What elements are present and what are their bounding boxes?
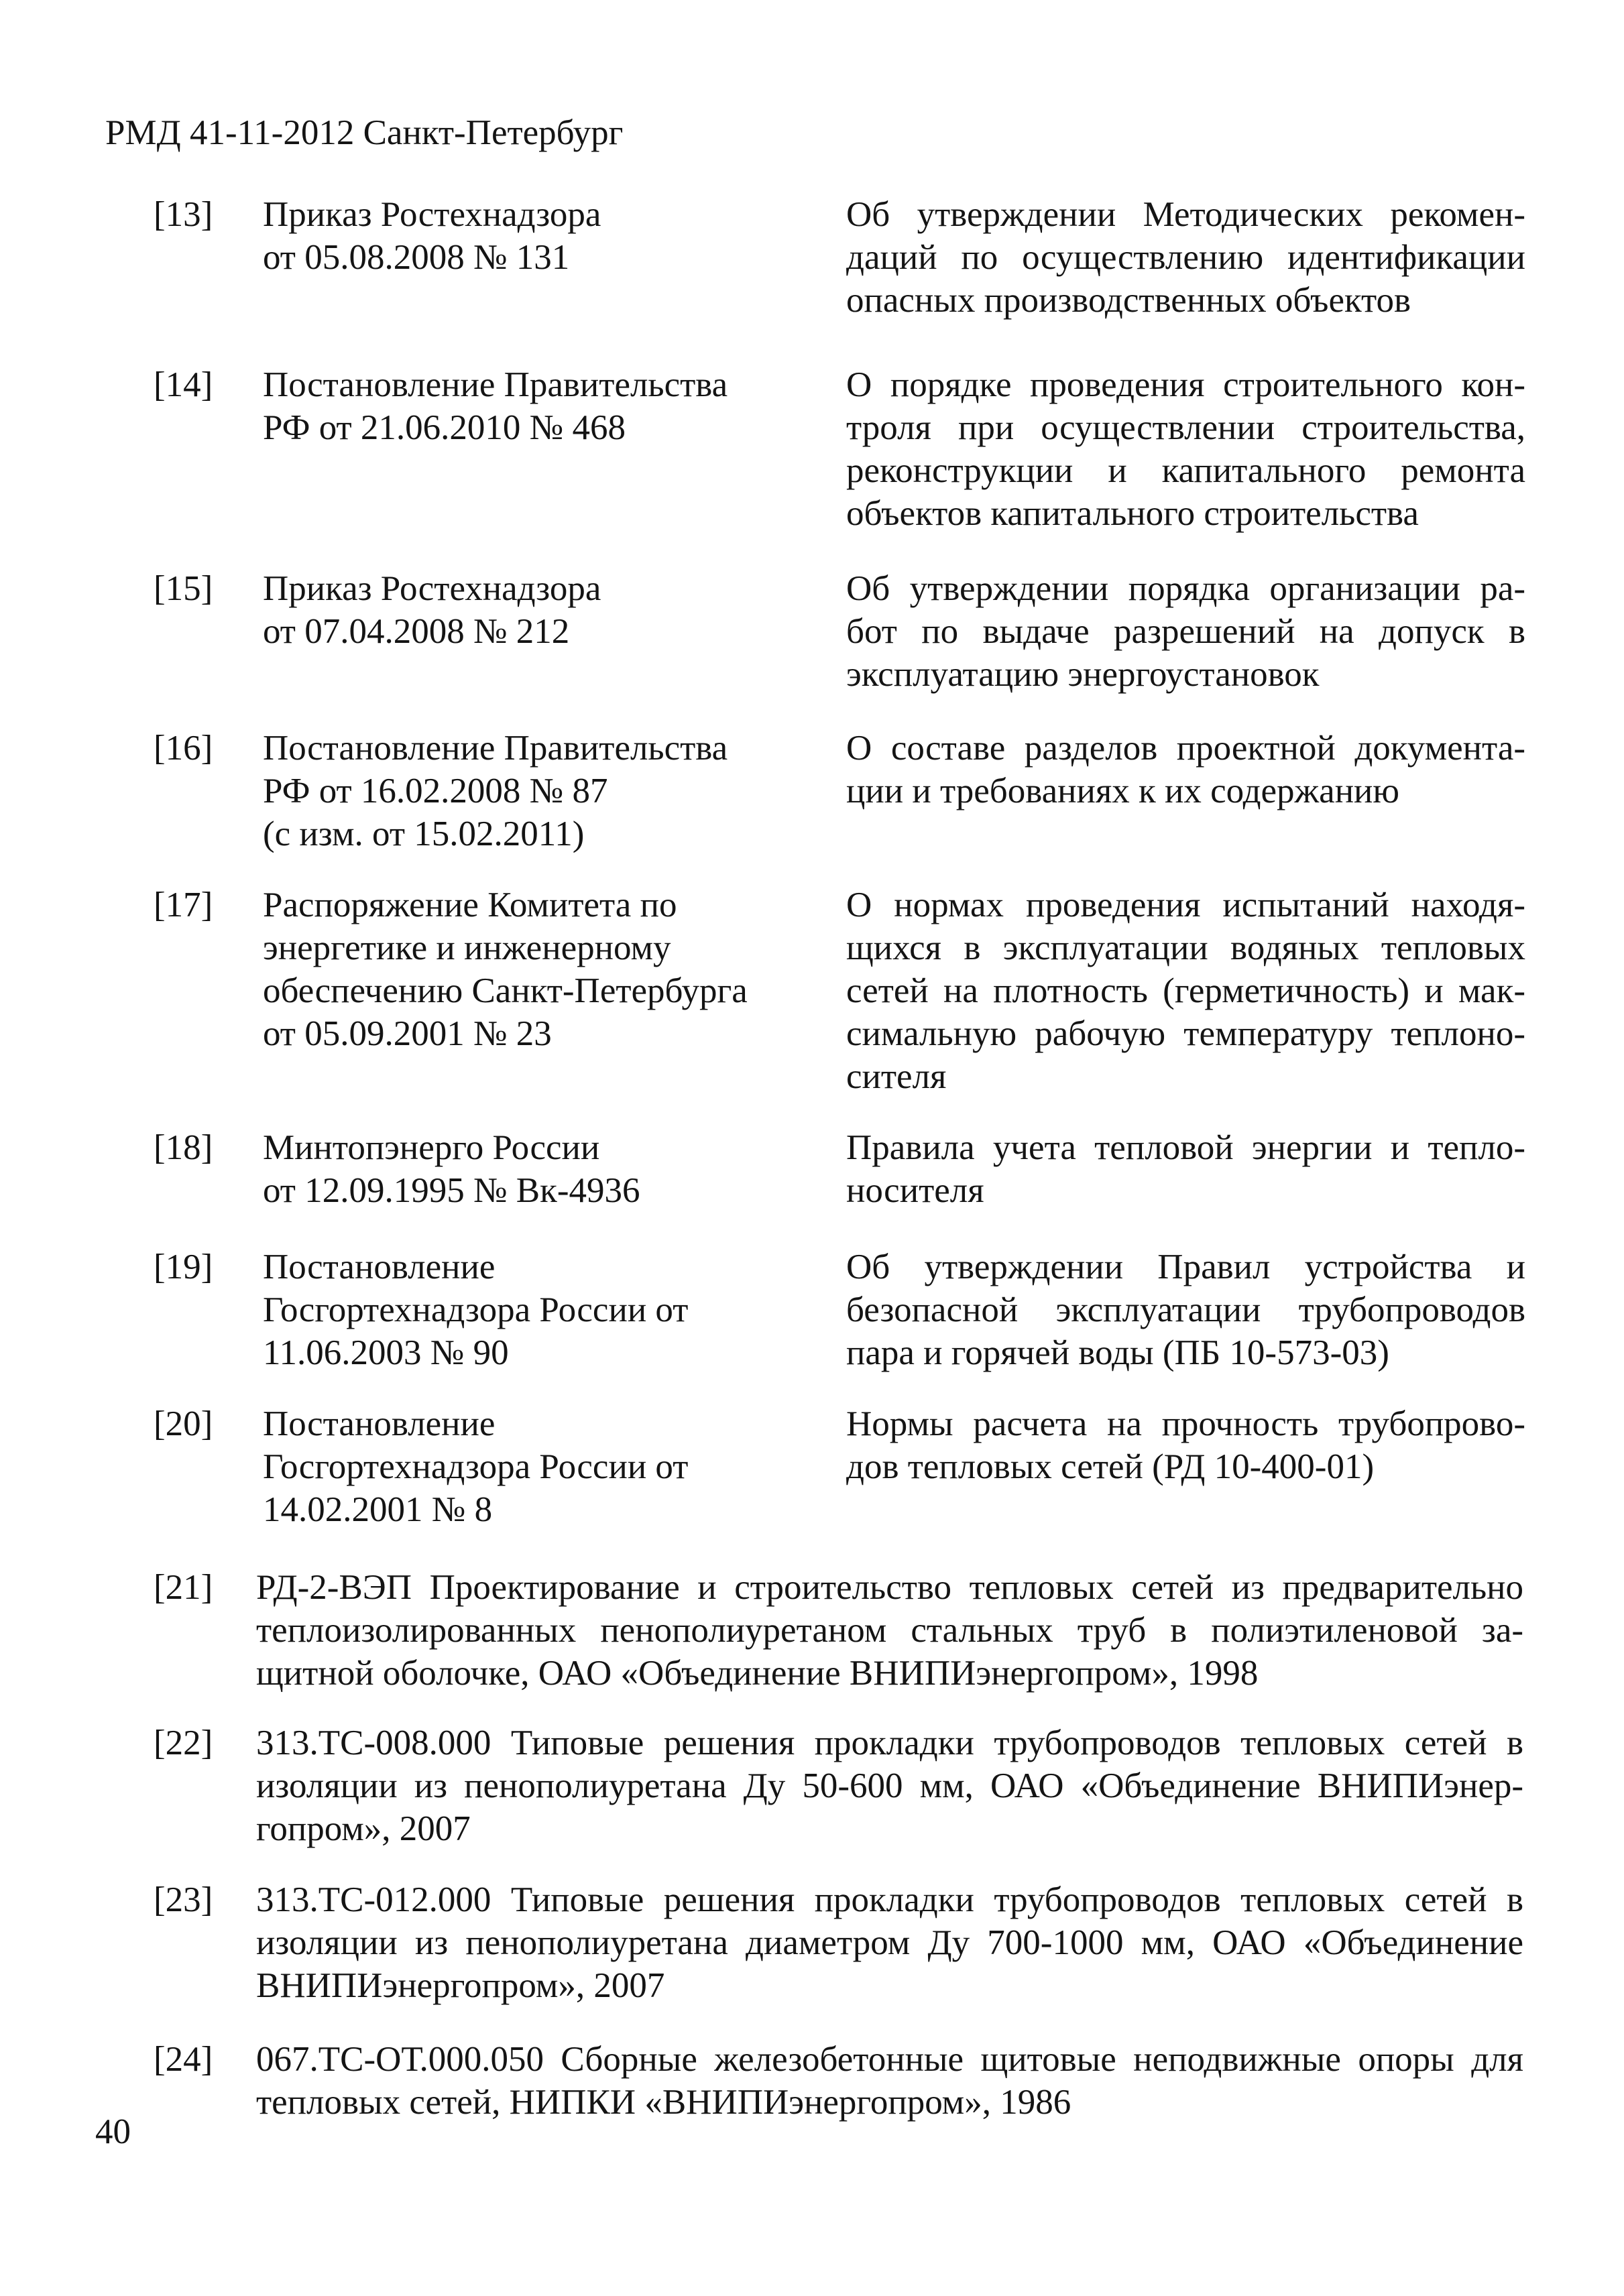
reference-number: [23] <box>154 1880 213 1919</box>
reference-number: [20] <box>154 1404 213 1443</box>
reference-text: 313.ТС-008.000 Типовые решения прокладки трубопроводов тепловых сетей в изоляции из пенополиуретана Ду 50-600 мм, ОАО «Объединение ВНИПИэнер- гопром», 2007 <box>256 1724 1523 1848</box>
reference-number: [21] <box>154 1568 213 1607</box>
reference-description: Нормы расчета на прочность трубопрово- дов тепловых сетей (РД 10-400-01) <box>846 1404 1525 1486</box>
page-number: 40 <box>95 2112 131 2151</box>
reference-number: [22] <box>154 1724 213 1762</box>
reference-number: [24] <box>154 2040 213 2079</box>
reference-text: 313.ТС-012.000 Типовые решения прокладки трубопроводов тепловых сетей в изоляции из пенополиуретана диаметром Ду 700-1000 мм, ОАО «Объединение ВНИПИэнергопром», 2007 <box>256 1880 1523 2005</box>
reference-description: О нормах проведения испытаний находя- щихся в эксплуатации водяных тепловых сетей на плотность (герметичность) и мак- симальную рабочую температуру теплоно- сителя <box>846 886 1525 1096</box>
reference-text: 067.ТС-ОТ.000.050 Сборные железобетонные щитовые неподвижные опоры для тепловых сетей, НИПКИ «ВНИПИэнергопром», 1986 <box>256 2040 1523 2122</box>
reference-number: [15] <box>154 569 213 608</box>
reference-number: [19] <box>154 1248 213 1286</box>
reference-source: Распоряжение Комитета по энергетике и инженерному обеспечению Санкт-Петербурга от 05.09.2001 № 23 <box>263 886 748 1053</box>
reference-number: [17] <box>154 886 213 924</box>
reference-number: [14] <box>154 365 213 404</box>
reference-description: Об утверждении Правил устройства и безопасной эксплуатации трубопроводов пара и горячей воды (ПБ 10-573-03) <box>846 1248 1525 1372</box>
reference-source: Постановление Госгортехнадзора России от 11.06.2003 № 90 <box>263 1248 689 1372</box>
reference-text: РД-2-ВЭП Проектирование и строительство тепловых сетей из предварительно теплоизолированных пенополиуретаном стальных труб в полиэтиленовой за- щитной оболочке, ОАО «Объединение ВНИПИэнергопром», 1998 <box>256 1568 1523 1693</box>
reference-number: [16] <box>154 729 213 768</box>
reference-description: О составе разделов проектной документа- ции и требованиях к их содержанию <box>846 729 1525 810</box>
document-header: РМД 41-11-2012 Санкт-Петербург <box>105 113 624 152</box>
reference-source: Постановление Правительства РФ от 16.02.2008 № 87 (с изм. от 15.02.2011) <box>263 729 728 853</box>
reference-description: Об утверждении Методических рекомен- даций по осуществлению идентификации опасных производственных объектов <box>846 195 1525 320</box>
reference-source: Приказ Ростехнадзора от 05.08.2008 № 131 <box>263 195 601 277</box>
reference-number: [18] <box>154 1128 213 1167</box>
reference-description: О порядке проведения строительного кон- троля при осуществлении строительства, реконструкции и капитального ремонта объектов капитального строительства <box>846 365 1525 533</box>
reference-source: Постановление Правительства РФ от 21.06.2010 № 468 <box>263 365 728 447</box>
reference-number: [13] <box>154 195 213 234</box>
reference-source: Минтопэнерго России от 12.09.1995 № Вк-4936 <box>263 1128 640 1210</box>
reference-description: Об утверждении порядка организации ра- бот по выдаче разрешений на допуск в эксплуатацию энергоустановок <box>846 569 1525 694</box>
reference-source: Постановление Госгортехнадзора России от 14.02.2001 № 8 <box>263 1404 689 1529</box>
reference-description: Правила учета тепловой энергии и тепло- носителя <box>846 1128 1525 1210</box>
reference-source: Приказ Ростехнадзора от 07.04.2008 № 212 <box>263 569 601 651</box>
